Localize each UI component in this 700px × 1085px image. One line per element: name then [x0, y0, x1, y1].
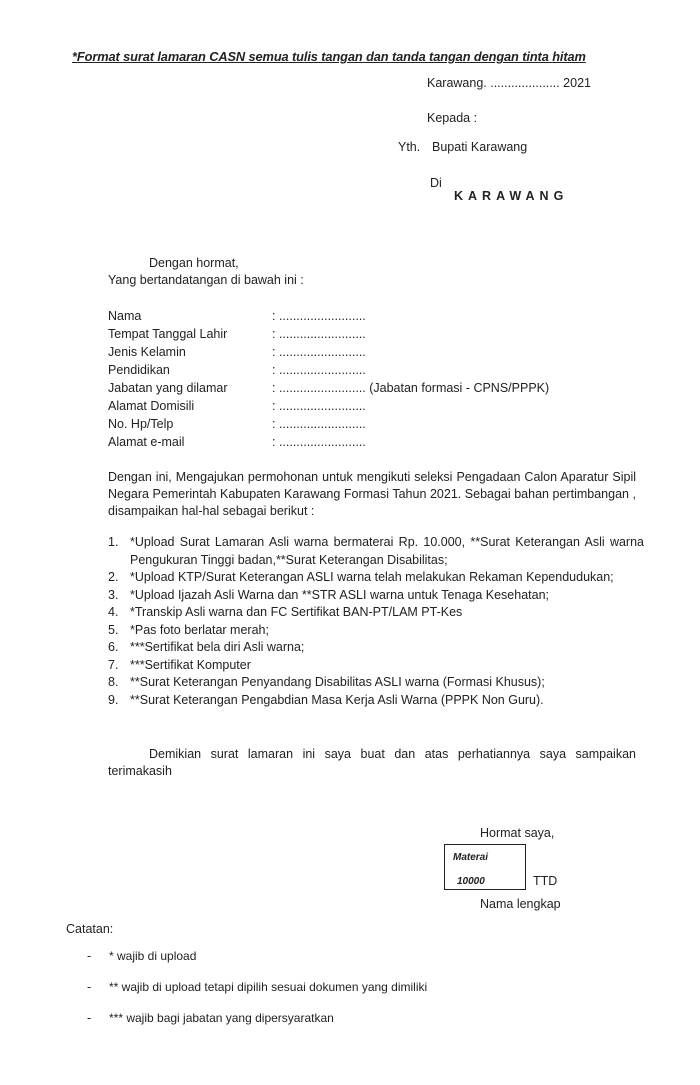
list-item: [108, 674, 644, 692]
field-value: : ......................... (Jabatan formasi - CPNS/PPPK): [272, 381, 550, 395]
list-number: 3.: [108, 587, 119, 602]
list-text: *Transkip Asli warna dan FC Sertifikat BAN-PT/LAM PT-Kes: [130, 605, 463, 619]
list-item: [108, 534, 644, 569]
list-text: *Pas foto berlatar merah;: [130, 622, 269, 637]
list-item: [108, 569, 644, 587]
list-text: ***Sertifikat Komputer: [130, 657, 251, 672]
place-date: Karawang. .................... 2021: [427, 76, 591, 90]
recipient-city: KARAWANG: [454, 189, 569, 203]
list-text: ***Sertifikat bela diri Asli warna;: [130, 640, 305, 654]
list-number: 2.: [108, 570, 119, 584]
field-label: Jenis Kelamin: [108, 345, 186, 359]
list-item: [108, 622, 644, 640]
list-number: 8.: [108, 675, 119, 689]
field-label: No. Hp/Telp: [108, 417, 174, 431]
list-number: 5.: [108, 622, 119, 637]
list-number: 1.: [108, 535, 119, 549]
hormat-saya: Hormat saya,: [480, 826, 555, 840]
field-value: : .........................: [272, 309, 366, 323]
format-note: *Format surat lamaran CASN semua tulis tangan dan tanda tangan dengan tinta hitam: [72, 49, 586, 64]
list-item: [108, 657, 644, 675]
ttd-label: TTD: [533, 874, 558, 888]
field-value: : .........................: [272, 399, 366, 413]
field-label: Alamat Domisili: [108, 399, 195, 413]
list-text: *Upload Surat Lamaran Asli warna bermaterai Rp. 10.000, **Surat Keterangan Asli warna Pengukuran Tinggi badan,**Surat Keterangan Disabilitas;: [130, 535, 644, 567]
nama-lengkap: Nama lengkap: [480, 897, 561, 911]
list-number: 9.: [108, 692, 119, 707]
field-value: : .........................: [272, 327, 366, 341]
field-label: Jabatan yang dilamar: [108, 381, 228, 395]
intro-line: Yang bertandatangan di bawah ini :: [108, 273, 304, 287]
materai-value: 10000: [457, 876, 485, 887]
note-text: * wajib di upload: [109, 949, 197, 963]
body-paragraph: Dengan ini, Mengajukan permohonan untuk mengikuti seleksi Pengadaan Calon Aparatur Sipil Negara Pemerintah Kabupaten Karawang Formasi Tahun 2021. Sebagai bahan pertimbangan , disampaikan hal-hal sebagai berikut :: [108, 470, 636, 518]
materai-label: Materai: [453, 852, 489, 863]
note-dash: -: [87, 1011, 92, 1025]
greeting: Dengan hormat,: [149, 256, 239, 270]
field-label: Nama: [108, 309, 142, 323]
field-label: Tempat Tanggal Lahir: [108, 327, 228, 341]
list-text: **Surat Keterangan Penyandang Disabilitas ASLI warna (Formasi Khusus);: [130, 675, 545, 689]
list-item: [108, 604, 644, 622]
kepada-label: Kepada :: [427, 111, 478, 125]
field-value: : .........................: [272, 345, 366, 359]
yth-prefix: Yth.: [398, 140, 421, 154]
notes-title: Catatan:: [66, 922, 114, 936]
note-dash: -: [87, 980, 92, 994]
list-item: [108, 692, 644, 710]
field-value: : .........................: [272, 417, 366, 431]
list-number: 4.: [108, 605, 119, 619]
list-text: **Surat Keterangan Pengabdian Masa Kerja Asli Warna (PPPK Non Guru).: [130, 692, 544, 707]
list-number: 7.: [108, 657, 119, 672]
list-item: [108, 587, 644, 605]
recipient-name: Bupati Karawang: [432, 140, 528, 154]
di-label: Di: [430, 176, 442, 190]
attachment-list: [108, 534, 644, 709]
list-text: *Upload Ijazah Asli Warna dan **STR ASLI warna untuk Tenaga Kesehatan;: [130, 587, 550, 602]
field-label: Alamat e-mail: [108, 435, 185, 449]
note-dash: -: [87, 949, 92, 963]
materai-box: [444, 844, 526, 890]
list-number: 6.: [108, 640, 119, 654]
note-text: ** wajib di upload tetapi dipilih sesuai dokumen yang dimiliki: [109, 980, 428, 994]
closing-paragraph: Demikian surat lamaran ini saya buat dan atas perhatiannya saya sampaikan terimakasih: [108, 747, 636, 778]
field-label: Pendidikan: [108, 363, 170, 377]
note-text: *** wajib bagi jabatan yang dipersyaratkan: [109, 1011, 334, 1025]
list-item: [108, 639, 644, 657]
field-value: : .........................: [272, 435, 366, 449]
field-value: : .........................: [272, 363, 366, 377]
list-text: *Upload KTP/Surat Keterangan ASLI warna telah melakukan Rekaman Kependudukan;: [130, 570, 614, 584]
